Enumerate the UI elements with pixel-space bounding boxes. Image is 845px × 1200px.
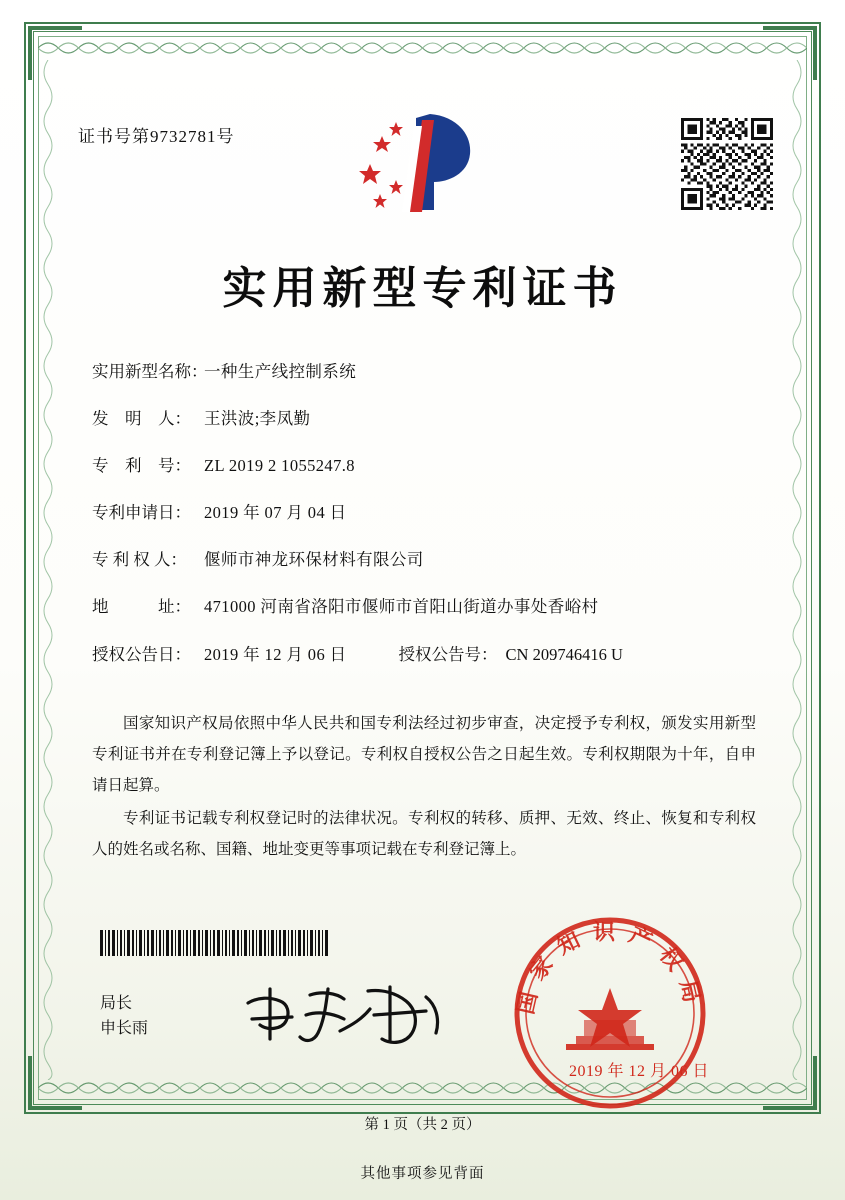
signature-name: 申长雨 <box>100 1019 149 1037</box>
field-row-patent-number <box>92 454 752 477</box>
field-row-utility-model-name <box>92 360 752 383</box>
field-row-patentee <box>92 548 752 571</box>
official-seal <box>507 910 713 1116</box>
footer-note: 其他事项参见背面 <box>360 1166 485 1182</box>
field-label: 专利申请日： <box>92 503 191 523</box>
field-row-grant-announcement <box>92 643 752 666</box>
certificate-body-text <box>92 708 756 867</box>
paragraph-2: 专利证书记载专利权登记时的法律状况。专利权的转移、质押、无效、终止、恢复和专利权人的姓名或名称、国籍、地址变更等事项记载在专利登记簿上。 <box>92 810 756 858</box>
field-label: 专 利 号： <box>92 456 191 476</box>
cnipa-logo <box>352 108 492 218</box>
field-label-grant-number: 授权公告号： <box>398 644 498 664</box>
qr-code-icon <box>681 118 773 210</box>
field-value: 471000 河南省洛阳市偃师市首阳山街道办事处香峪村 <box>204 597 599 617</box>
field-label: 地 址： <box>92 597 191 617</box>
signature-title: 局长 <box>100 995 133 1012</box>
field-value: 2019 年 07 月 04 日 <box>204 503 347 523</box>
signature-block <box>100 992 148 1042</box>
field-value: ZL 2019 2 1055247.8 <box>204 456 355 476</box>
certificate-fields <box>92 360 752 690</box>
guilloche-pattern-left <box>40 60 56 1080</box>
seal-date: 2019 年 12 月 06 日 <box>568 1063 709 1080</box>
field-row-application-date <box>92 501 752 524</box>
field-value-grant-date: 2019 年 12 月 06 日 <box>204 644 347 664</box>
field-value: 王洪波;李凤勤 <box>204 409 311 429</box>
field-label: 专 利 权 人： <box>92 550 187 570</box>
field-row-address <box>92 595 752 618</box>
field-value: 一种生产线控制系统 <box>204 362 357 381</box>
page-number: 第 1 页（共 2 页） <box>364 1117 481 1133</box>
field-label-grant-date: 授权公告日： <box>92 644 191 664</box>
field-value-grant-number: CN 209746416 U <box>505 644 623 664</box>
handwritten-signature <box>240 975 450 1055</box>
svg-text:国家知识产权局: 国家知识产权局 <box>512 919 708 1017</box>
guilloche-pattern-top <box>38 38 807 58</box>
paragraph-1: 国家知识产权局依照中华人民共和国专利法经过初步审查，决定授予专利权，颁发实用新型专利证书并在专利登记簿上予以登记。专利权自授权公告之日起生效。专利权期限为十年，自申请日起算。 <box>92 715 756 794</box>
field-label: 实用新型名称： <box>92 362 208 381</box>
certificate-number: 证书号第9732781号 <box>78 127 235 146</box>
guilloche-pattern-right <box>789 60 805 1080</box>
field-value: 偃师市神龙环保材料有限公司 <box>204 550 424 570</box>
barcode-icon <box>100 930 330 956</box>
field-label: 发 明 人： <box>92 409 191 429</box>
field-row-inventor <box>92 407 752 430</box>
page-title: 实用新型专利证书 <box>222 263 623 314</box>
